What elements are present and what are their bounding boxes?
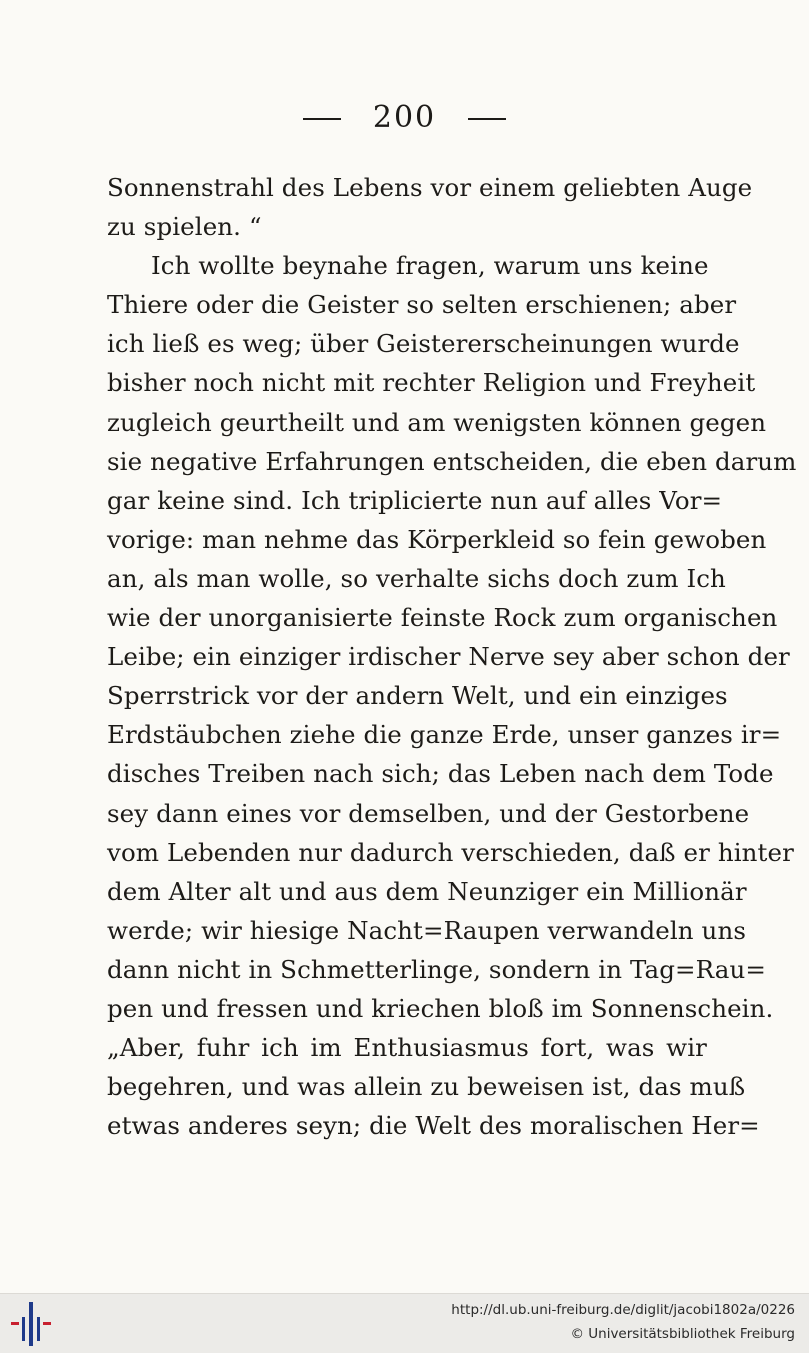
- viewer-footer: [0, 1293, 809, 1353]
- text-line: Thiere oder die Geister so selten erschienen; aber: [107, 290, 737, 320]
- text-line: gar keine sind. Ich triplicierte nun auf alles Vor=: [107, 485, 723, 515]
- text-line: begehren, und was allein zu beweisen ist, das muß: [107, 1072, 746, 1102]
- text-line: etwas anderes seyn; die Welt des moralischen Her=: [107, 1111, 760, 1141]
- text-line: dann nicht in Schmetterlinge, sondern in Tag=Rau=: [107, 954, 766, 984]
- text-line: werde; wir hiesige Nacht=Raupen verwandeln uns: [107, 915, 746, 945]
- text-line: Leibe; ein einziger irdischer Nerve sey aber schon der: [107, 642, 790, 672]
- text-line: sie negative Erfahrungen entscheiden, die eben darum: [107, 446, 797, 476]
- text-line: sey dann eines vor demselben, und der Gestorbene: [107, 798, 750, 828]
- text-line: disches Treiben nach sich; das Leben nach dem Tode: [107, 759, 774, 789]
- text-line: vorige: man nehme das Körperkleid so fein gewoben: [107, 524, 767, 554]
- text-line: zu spielen. “: [107, 212, 262, 242]
- library-logo-icon: [11, 1302, 51, 1346]
- text-line: „Aber, fuhr ich im Enthusiasmus fort, was wir: [107, 1033, 707, 1063]
- permalink-link[interactable]: http://dl.ub.uni-freiburg.de/diglit/jacobi1802a/0226: [451, 1302, 795, 1318]
- copyright-notice: © Universitätsbibliothek Freiburg: [570, 1326, 795, 1342]
- text-line: Erdstäubchen ziehe die ganze Erde, unser ganzes ir=: [107, 720, 782, 750]
- page-header: [0, 100, 809, 135]
- text-line: Sperrstrick vor der andern Welt, und ein einziges: [107, 681, 728, 711]
- text-line: an, als man wolle, so verhalte sichs doch zum Ich: [107, 563, 726, 593]
- text-line: pen und fressen und kriechen bloß im Sonnenschein.: [107, 993, 774, 1023]
- body-text: [107, 168, 797, 1145]
- text-line: vom Lebenden nur dadurch verschieden, daß er hinter: [107, 837, 794, 867]
- text-line: Ich wollte beynahe fragen, warum uns keine: [151, 251, 709, 281]
- text-line: Sonnenstrahl des Lebens vor einem geliebten Auge: [107, 173, 753, 202]
- text-line: zugleich geurtheilt und am wenigsten können gegen: [107, 407, 767, 437]
- text-line: wie der unorganisierte feinste Rock zum organischen: [107, 603, 778, 633]
- page-number: 200: [372, 100, 437, 135]
- text-line: bisher noch nicht mit rechter Religion und Freyheit: [107, 368, 756, 398]
- text-line: ich ließ es weg; über Geistererscheinungen wurde: [107, 329, 740, 359]
- text-line: dem Alter alt und aus dem Neunziger ein Millionär: [107, 876, 747, 906]
- header-rule-left: [303, 118, 341, 120]
- header-rule-right: [468, 118, 506, 120]
